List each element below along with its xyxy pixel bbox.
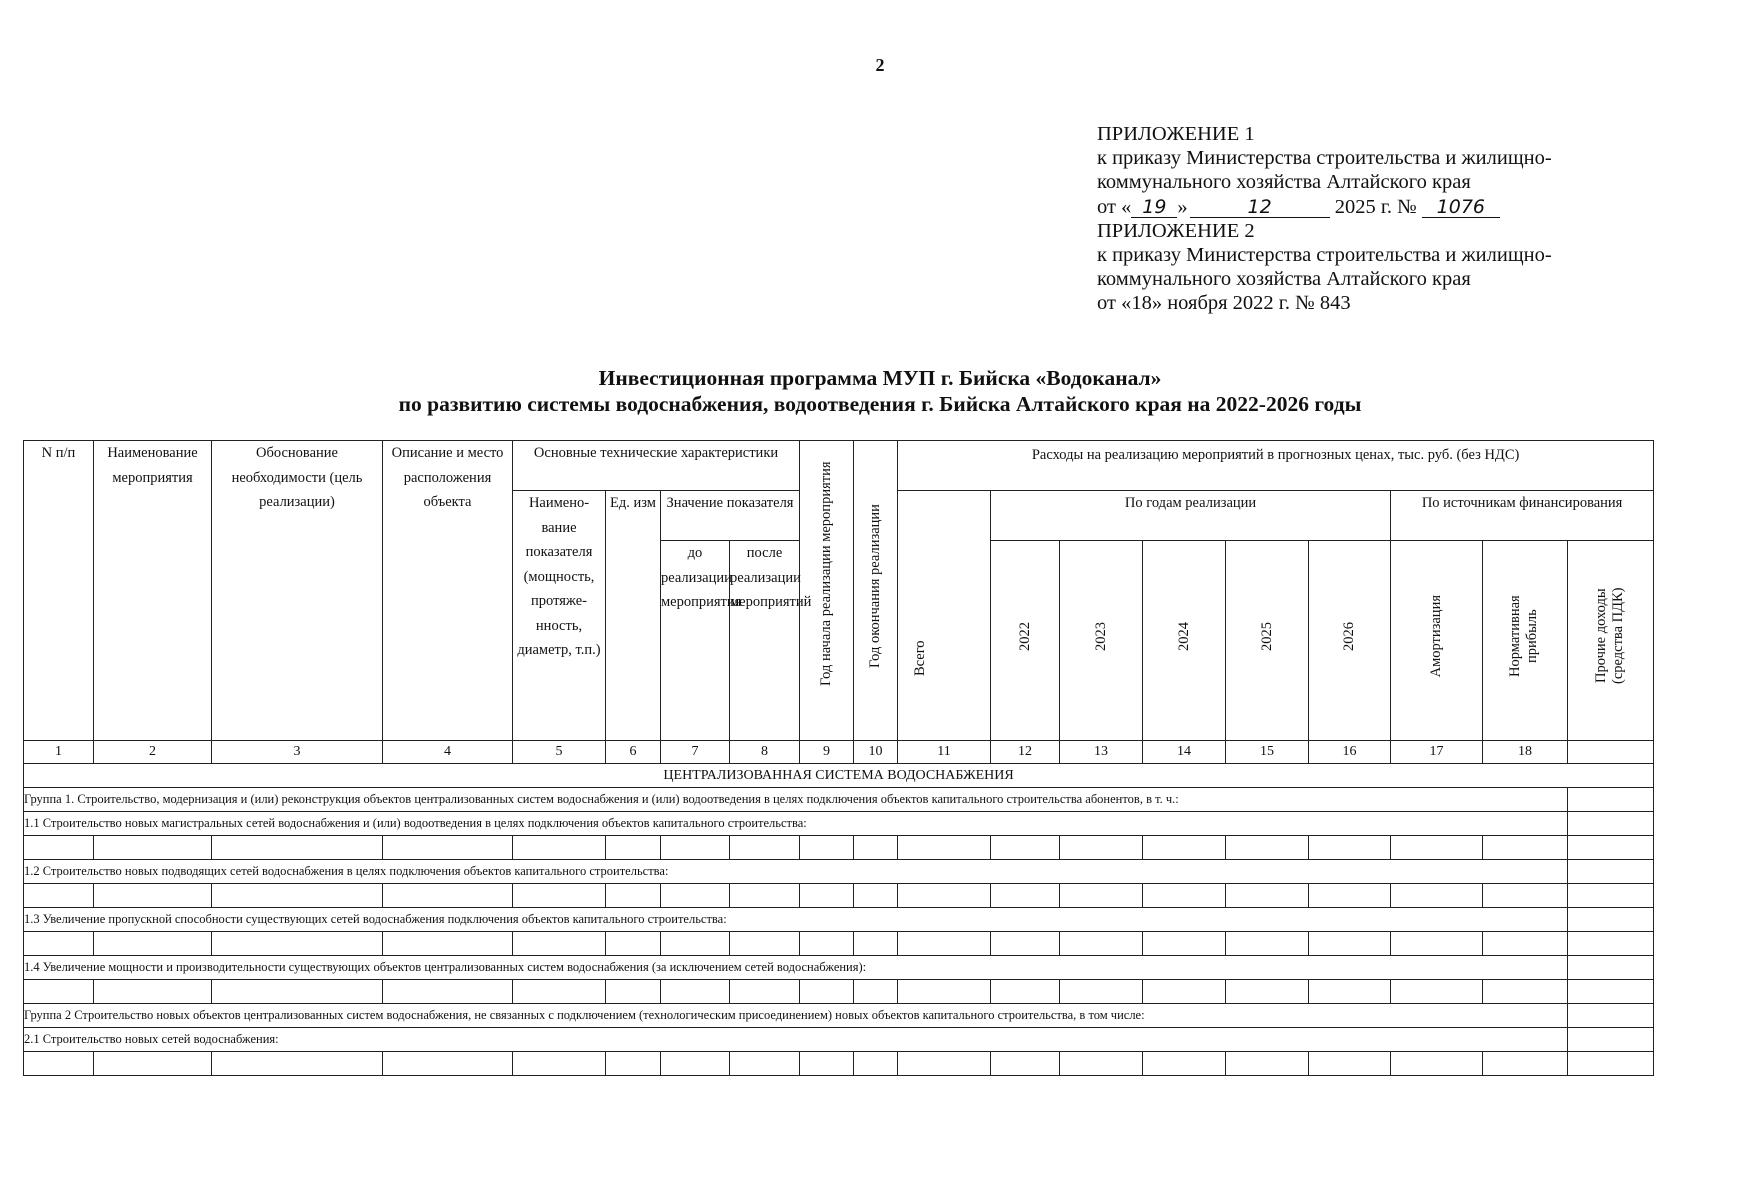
col-number: 10 <box>854 741 898 764</box>
header-amortization-cell <box>1391 541 1483 741</box>
header-profit: Нормативная прибыль <box>1507 595 1541 678</box>
header-year-2022 <box>991 541 1060 741</box>
header-technical: Основные технические характеристики <box>513 441 800 491</box>
group-1-label: Группа 1. Строительство, модернизация и (или) реконструкция объектов централизованных систем водоснабжения и (или) водоотведения в целях подключения объектов капитального строительства абонентов, в т. ч.: <box>24 788 1568 812</box>
col-number: 15 <box>1226 741 1309 764</box>
header-num: N п/п <box>24 441 94 741</box>
subgroup-1-4-row <box>24 956 1654 980</box>
header-costs: Расходы на реализацию мероприятий в прогнозных ценах, тыс. руб. (без НДС) <box>898 441 1654 491</box>
subgroup-1-2-row <box>24 860 1654 884</box>
col-number: 5 <box>513 741 606 764</box>
header-row-1 <box>24 441 1654 491</box>
cell <box>1568 908 1654 932</box>
header-total: Всего <box>912 640 929 677</box>
cell <box>1568 1004 1654 1028</box>
table-row <box>24 884 1654 908</box>
col-number: 7 <box>661 741 730 764</box>
group-2-row <box>24 1004 1654 1028</box>
year-2025-label: 2025 <box>1258 621 1275 651</box>
col-number: 12 <box>991 741 1060 764</box>
col-number: 6 <box>606 741 661 764</box>
appendix-1-title: ПРИЛОЖЕНИЕ 1 <box>1097 123 1255 145</box>
appendix-2-order-line: от «18» ноября 2022 г. № 843 <box>1097 292 1351 315</box>
appendix-1-text-2: коммунального хозяйства Алтайского края <box>1097 171 1471 194</box>
col-number: 9 <box>800 741 854 764</box>
order-number-handwritten: 1076 <box>1422 197 1500 218</box>
subgroup-1-1-label: 1.1 Строительство новых магистральных сетей водоснабжения и (или) водоотведения в целях подключения объектов капитального строительства: <box>24 812 1568 836</box>
group-1-row <box>24 788 1654 812</box>
appendix-1-text-1: к приказу Министерства строительства и жилищно- <box>1097 147 1552 170</box>
table-row <box>24 980 1654 1004</box>
header-amortization: Амортизация <box>1428 595 1445 678</box>
cell <box>1568 860 1654 884</box>
table-row <box>24 1052 1654 1076</box>
page-number: 2 <box>875 55 885 75</box>
title-line-2: по развитию системы водоснабжения, водоотведения г. Бийска Алтайского края на 2022-2026 годы <box>398 392 1362 416</box>
cell <box>1568 1028 1654 1052</box>
cell <box>1568 788 1654 812</box>
title-line-1: Инвестиционная программа МУП г. Бийска «Водоканал» <box>598 366 1162 390</box>
appendix-2-text-1: к приказу Министерства строительства и жилищно- <box>1097 244 1552 267</box>
order-mid: » <box>1177 195 1188 218</box>
order-day-handwritten: 19 <box>1131 197 1177 218</box>
header-start-year-cell <box>800 441 854 741</box>
year-2024-label: 2024 <box>1175 621 1192 651</box>
header-total-cell <box>898 491 991 741</box>
header-before: до реализации мероприятия <box>661 541 730 741</box>
appendix-2-title: ПРИЛОЖЕНИЕ 2 <box>1097 219 1255 242</box>
appendix-block <box>1097 122 1677 316</box>
column-numbers-row <box>24 741 1654 764</box>
header-by-sources: По источникам финансирования <box>1391 491 1654 541</box>
year-2022-label: 2022 <box>1016 621 1033 651</box>
header-after: после реализации мероприятий <box>730 541 800 741</box>
col-number: 2 <box>94 741 212 764</box>
header-indicator-name: Наимено-вание показателя (мощность, протяже-нность, диаметр, т.п.) <box>513 491 606 741</box>
col-number: 18 <box>1483 741 1568 764</box>
header-other-cell <box>1568 541 1654 741</box>
subgroup-1-3-row <box>24 908 1654 932</box>
col-number: 13 <box>1060 741 1143 764</box>
header-year-2024 <box>1143 541 1226 741</box>
col-number: 11 <box>898 741 991 764</box>
header-description: Описание и место расположения объекта <box>383 441 513 741</box>
col-number: 14 <box>1143 741 1226 764</box>
investment-program-table <box>23 440 1654 1076</box>
col-number: 3 <box>212 741 383 764</box>
table-row <box>24 932 1654 956</box>
subgroup-2-1-row <box>24 1028 1654 1052</box>
subgroup-1-4-label: 1.4 Увеличение мощности и производительности существующих объектов централизованных систем водоснабжения (за исключением сетей водоснабжения): <box>24 956 1568 980</box>
header-profit-cell <box>1483 541 1568 741</box>
header-by-years: По годам реализации <box>991 491 1391 541</box>
col-number: 1 <box>24 741 94 764</box>
header-value: Значение показателя <box>661 491 800 541</box>
header-end-year: Год окончания реализации <box>867 504 884 669</box>
col-number: 8 <box>730 741 800 764</box>
subgroup-1-1-row <box>24 812 1654 836</box>
subgroup-1-2-label: 1.2 Строительство новых подводящих сетей водоснабжения в целях подключения объектов капитального строительства: <box>24 860 1568 884</box>
section-title: ЦЕНТРАЛИЗОВАННАЯ СИСТЕМА ВОДОСНАБЖЕНИЯ <box>24 764 1654 788</box>
header-unit: Ед. изм <box>606 491 661 741</box>
subgroup-2-1-label: 2.1 Строительство новых сетей водоснабжения: <box>24 1028 1568 1052</box>
header-year-2023 <box>1060 541 1143 741</box>
document-title <box>0 365 1760 417</box>
header-end-year-cell <box>854 441 898 741</box>
header-reason: Обоснование необходимости (цель реализации) <box>212 441 383 741</box>
appendix-1-order-line <box>1097 195 1677 219</box>
header-start-year: Год начала реализации мероприятия <box>818 461 835 687</box>
col-number: 4 <box>383 741 513 764</box>
order-month-handwritten: 12 <box>1190 197 1330 218</box>
year-2023-label: 2023 <box>1092 621 1109 651</box>
col-number: 16 <box>1309 741 1391 764</box>
header-year-2025 <box>1226 541 1309 741</box>
group-2-label: Группа 2 Строительство новых объектов централизованных систем водоснабжения, не связанных с подключением (технологическим присоединением) новых объектов капитального строительства, в том числе: <box>24 1004 1568 1028</box>
col-number: 17 <box>1391 741 1483 764</box>
cell <box>1568 956 1654 980</box>
header-name: Наименование мероприятия <box>94 441 212 741</box>
subgroup-1-3-label: 1.3 Увеличение пропускной способности существующих сетей водоснабжения подключения объектов капитального строительства: <box>24 908 1568 932</box>
cell <box>1568 812 1654 836</box>
order-year: 2025 г. № <box>1334 195 1417 218</box>
year-2026-label: 2026 <box>1341 621 1358 651</box>
appendix-2-text-2: коммунального хозяйства Алтайского края <box>1097 268 1471 291</box>
section-row <box>24 764 1654 788</box>
col-number-empty <box>1568 741 1654 764</box>
table-row <box>24 836 1654 860</box>
order-prefix: от « <box>1097 195 1132 218</box>
header-year-2026 <box>1309 541 1391 741</box>
header-other: Прочие доходы (средства ПДК) <box>1592 588 1626 685</box>
